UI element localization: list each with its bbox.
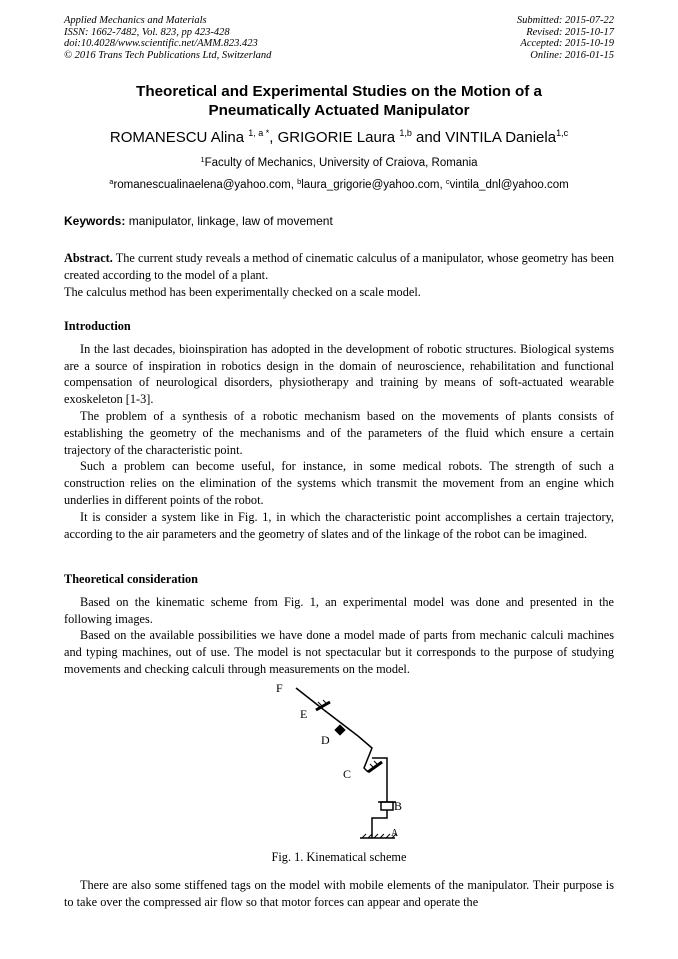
abstract-line-2: The calculus method has been experimentally checked on a scale model. [64,284,421,299]
affiliation-text: Faculty of Mechanics, University of Craiova, Romania [204,157,478,169]
submission-dates [517,15,614,61]
journal-issn: ISSN: 1662-7482, Vol. 823, pp 423-428 [64,26,230,38]
author-separator-2: and VINTILA Daniela [411,129,557,146]
author-1-name: ROMANESCU Alina [109,129,249,146]
affiliation [64,156,614,171]
joint-b [381,802,393,810]
abstract-label: Abstract. [64,251,113,265]
affiliation-marker: 1 [200,155,205,164]
author-2-marker: 1,b [399,128,412,138]
author-1-marker: 1, a * [248,128,270,138]
author-list [64,128,614,148]
figure-caption: Fig. 1. Kinematical scheme [271,850,407,864]
label-e: E [300,707,308,721]
theory-heading: Theoretical consideration [64,572,198,586]
author-3-marker: 1,c [556,128,569,138]
joint-c [368,762,382,772]
date-accepted: Accepted: 2015-10-19 [520,38,614,49]
continued-paragraph: There are also some stiffened tags on the model with mobile elements of the manipulator. Their purpose is to take over the compressed air flow so that motor forces can appear and operate the [64,878,614,909]
email-c-marker: c [445,177,450,186]
introduction-heading: Introduction [64,319,131,333]
keywords-label: Keywords: [64,214,126,228]
theory-paragraph-1: Based on the kinematic scheme from Fig. 1, an experimental model was done and presented in the following images. [64,594,614,626]
theory-section [64,571,614,678]
date-revised: Revised: 2015-10-17 [526,26,614,38]
continued-text [64,877,614,911]
abstract-text: The current study reveals a method of cinematic calculus of a manipulator, whose geometry has been created according to the model of a plant. [64,251,614,282]
label-b: B [394,799,403,813]
base-link [372,810,387,838]
title-line-2: Pneumatically Actuated Manipulator [208,102,470,119]
title-line-1: Theoretical and Experimental Studies on the Motion of a [136,83,542,100]
introduction-paragraph-4: It is consider a system like in Fig. 1, in which the characteristic point accomplishes a certain trajectory, according to the air parameters and the geometry of slates and of the linkage of the robot can be imagined. [64,509,614,541]
introduction-paragraph-2: The problem of a synthesis of a robotic mechanism based on the movements of plants consists of establishing the geometry of the mechanisms and of the parameters of the fluid which ensure a certain trajectory of the characteristic point. [64,408,614,457]
label-c: C [343,767,352,781]
author-emails [64,178,614,193]
introduction-section [64,318,614,542]
label-a: A [391,828,399,839]
keywords-text: manipulator, linkage, law of movement [125,214,333,228]
date-submitted: Submitted: 2015-07-22 [516,15,614,26]
email-b-marker: b [297,177,302,186]
email-a-marker: a [109,177,114,186]
label-f: F [276,681,283,695]
theory-paragraph-2: Based on the available possibilities we have done a model made of parts from mechanic calculi machines and typing machines, out of use. The model is not spectacular but it corresponds to the purpose of studying movements and checking calculi through measurements on the model. [64,628,614,676]
abstract [64,250,614,300]
introduction-paragraph-1: In the last decades, bioinspiration has adopted in the development of robotic structures. Biological systems are a source of inspiration in robotics design in the domain of neuroscience, rehabilitation and functional compensation of neurological disorders, physiotherapy and training by means of soft-actuated wearable exoskeleton [1-3]. [64,341,614,407]
link-c-d [358,736,372,772]
journal-name: Applied Mechanics and Materials [64,15,207,26]
introduction-paragraph-3: Such a problem can become useful, for instance, in some medical robots. The strength of such a construction relies on the elimination of the systems which transmit the movement from an engine which underlies in different points of the robot. [64,459,614,507]
paper-title [64,82,614,120]
kinematic-scheme-figure [250,680,450,840]
abstract-paragraph [64,250,614,284]
date-online: Online: 2016-01-15 [530,49,614,61]
email-a: romanescualinaelena@yahoo.com, [113,179,298,191]
author-separator-1: , GRIGORIE Laura [269,129,400,146]
journal-info [64,15,271,61]
label-d: D [321,733,330,747]
email-c: vintila_dnl@yahoo.com [449,179,569,191]
journal-doi: doi:10.4028/www.scientific.net/AMM.823.423 [64,38,258,49]
keywords [64,214,614,229]
email-b: laura_grigorie@yahoo.com, [301,179,446,191]
journal-copyright: © 2016 Trans Tech Publications Ltd, Switzerland [64,49,272,61]
